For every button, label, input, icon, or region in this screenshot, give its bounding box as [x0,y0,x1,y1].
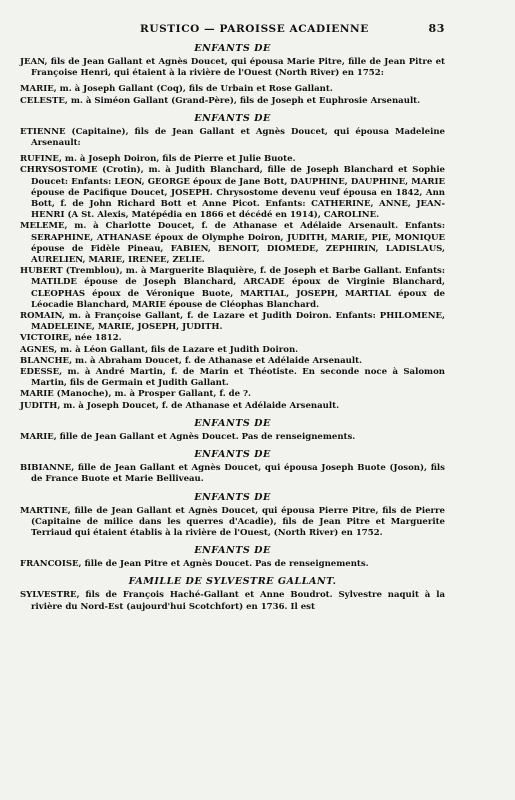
section-heading: ENFANTS DE [194,112,271,124]
entry-paragraph: RUFINE, m. à Joseph Doiron, fils de Pierre et Julie Buote. [20,154,296,165]
entry-paragraph: SYLVESTRE, fils de François Haché-Gallant et Anne Boudrot. Sylvestre naquit à la rivière du Nord-Est (aujourd'hui Scotchfort) en 1736. Il est [20,590,445,612]
entry-paragraph: BLANCHE, m. à Abraham Doucet, f. de Athanase et Adélaide Arsenault. [20,355,363,366]
entry-paragraph: BIBIANNE, fille de Jean Gallant et Agnès Doucet, qui épousa Joseph Buote (Joson), fils de France Buote et Marie Belliveau. [20,463,445,485]
entry-paragraph: ROMAIN, m. à Françoise Gallant, f. de Lazare et Judith Doiron. Enfants: PHILOMENE, MADELEINE, MARIE, JOSEPH, JUDITH. [20,311,445,333]
entry-paragraph: CHRYSOSTOME (Crotin), m. à Judith Blanchard, fille de Joseph Blanchard et Sophie Doucet: Enfants: LEON, GEORGE époux de Jane Bott, DAUPHINE, DAUPHINE, MARIE épouse de Pacifique Doucet, JOSEPH. Chrysostome devenu veuf épousa en 1842, Ann Bott, f. de John Richard Bott et Anne Picot. Enfants: CATHERINE, ANNE, JEAN-HENRI (A St. Alexis, Matépédia en 1866 et décédé en 1914), CAROLINE. [20,165,445,221]
entry-paragraph: MELEME, m. à Charlotte Doucet, f. de Athanase et Adélaide Arsenault. Enfants: SERAPHINE, ATHANASE époux de Olymphe Doiron, JUDITH, MARIE, PIE, MONIQUE épouse de Fidèle Pineau, FABIEN, BENOIT, DIOMEDE, ZEPHIRIN, LADISLAUS, AURELIEN, MARIE, IRENEE, ZELIE. [20,221,445,266]
entry-paragraph: MARTINE, fille de Jean Gallant et Agnès Doucet, qui épousa Pierre Pitre, fils de Pierre (Capitaine de milice dans les querres d'Acadie), fils de Jean Pitre et Marguerite Terriaud qui étaient établis à la rivière de l'Ouest, (North River) en 1752. [20,505,445,538]
entry-paragraph: MARIE, fille de Jean Gallant et Agnès Doucet. Pas de renseignements. [20,431,356,442]
page-number: 83 [428,22,445,35]
section-heading: ENFANTS DE [194,449,271,461]
entry-paragraph: MARIE (Manoche), m. à Prosper Gallant, f. de ?. [20,389,252,400]
entry-paragraph: AGNES, m. à Léon Gallant, fils de Lazare et Judith Doiron. [20,344,299,355]
entry-paragraph: JEAN, fils de Jean Gallant et Agnès Doucet, qui épousa Marie Pitre, fille de Jean Pitre et Françoise Henri, qui étaient à la rivière de l'Ouest (North River) en 1752: [20,57,445,79]
entry-paragraph: VICTOIRE, née 1812. [20,333,122,344]
section-heading: FAMILLE DE SYLVESTRE GALLANT. [128,576,337,588]
section-heading: ENFANTS DE [194,491,271,503]
entry-paragraph: HUBERT (Tremblou), m. à Marguerite Blaquière, f. de Joseph et Barbe Gallant. Enfants: MATILDE épouse de Joseph Blanchard, ARCADE époux de Virginie Blanchard, CLEOPHAS époux de Véronique Buote, MARTIAL, JOSEPH, MARTIAL époux de Léocadie Blanchard, MARIE épouse de Cléophas Blanchard. [20,266,445,310]
section-heading: ENFANTS DE [194,43,271,54]
entry-paragraph: JUDITH, m. à Joseph Doucet, f. de Athanase et Adélaide Arsenault. [20,400,340,411]
entry-paragraph: CELESTE, m. à Siméon Gallant (Grand-Père), fils de Joseph et Euphrosie Arsenault. [20,95,421,106]
entry-paragraph: EDESSE, m. à André Martin, f. de Marin et Théotiste. En seconde noce à Salomon Martin, fils de Germain et Judith Gallant. [20,367,445,389]
entry-paragraph: MARIE, m. à Joseph Gallant (Coq), fils de Urbain et Rose Gallant. [20,84,333,95]
entry-paragraph: FRANCOISE, fille de Jean Pitre et Agnès Doucet. Pas de renseignements. [20,559,369,570]
entry-paragraph: ETIENNE (Capitaine), fils de Jean Gallant et Agnès Doucet, qui épousa Madeleine Arsenault: [20,126,445,149]
section-heading: ENFANTS DE [194,545,271,557]
header-title: RUSTICO — PAROISSE ACADIENNE [140,23,369,35]
document-body [20,43,445,613]
running-header [140,22,445,35]
section-heading: ENFANTS DE [194,417,271,429]
